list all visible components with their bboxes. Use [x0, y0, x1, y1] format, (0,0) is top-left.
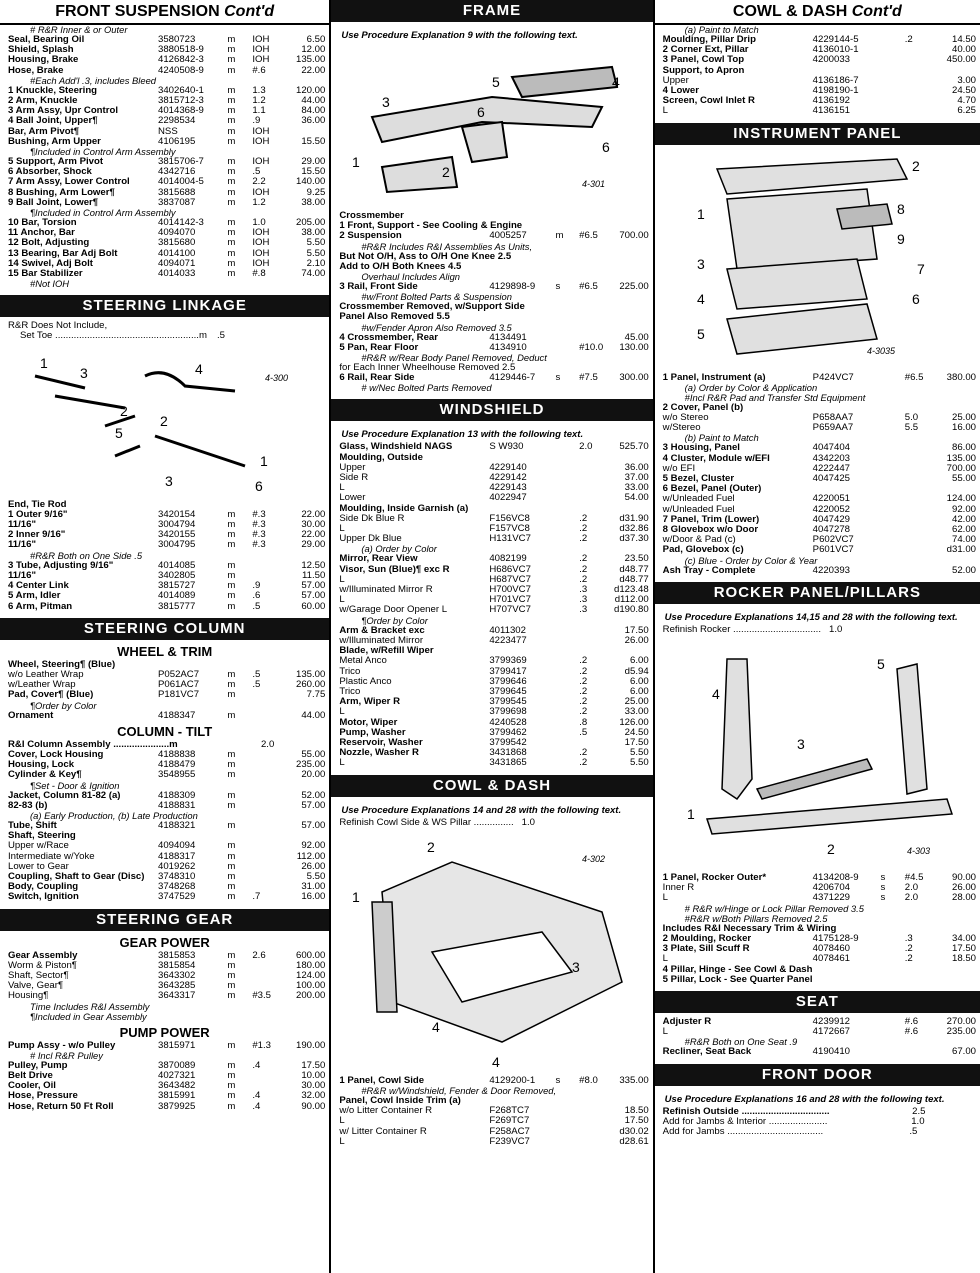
table-row: 8 Glovebox w/o Door 4047278 62.00 — [662, 524, 976, 536]
table-row: w/Garage Door Opener L H707VC7 .3 d190.80 — [339, 604, 649, 616]
table-row: Moulding, Outside — [339, 451, 423, 463]
table-row: Includes R&I Necessary Trim & Wiring — [662, 922, 837, 934]
front-suspension-header: FRONT SUSPENSION Cont'd — [0, 0, 329, 25]
instrument-panel-table — [655, 373, 980, 576]
table-row: Inner R 4206704 s 2.0 26.00 — [662, 882, 976, 894]
svg-text:7: 7 — [917, 260, 926, 277]
table-row: Visor, Sun (Blue)¶ exc R H686VC7 .2 d48.77 — [339, 563, 649, 575]
table-row: Recliner, Seat Back 4190410 67.00 — [662, 1046, 976, 1058]
table-row: 2 Corner Ext, Pillar 4136010-1 40.00 — [662, 44, 976, 56]
svg-text:8: 8 — [897, 200, 906, 217]
cowl-dash-header: COWL & DASH — [331, 775, 652, 797]
table-row: Shaft, Sector¶ 3643302 m 124.00 — [8, 969, 326, 981]
table-row: Plastic Anco 3799646 .2 6.00 — [339, 675, 649, 687]
svg-text:5: 5 — [492, 74, 500, 90]
table-row: w/ Litter Container R F258AC7 d30.02 — [339, 1125, 649, 1137]
cowl-dash-table — [331, 1076, 652, 1147]
frame-header: FRAME — [331, 0, 652, 22]
table-row: Cover, Lock Housing 4188838 m 55.00 — [8, 748, 326, 760]
svg-text:3: 3 — [79, 364, 88, 381]
table-row: L F239VC7 d28.61 — [339, 1135, 649, 1147]
table-row: 1 Knuckle, Steering 3402640-1 m 1.3 120.00 — [8, 84, 326, 96]
table-row: w/o Litter Container R F268TC7 18.50 — [339, 1105, 649, 1117]
table-row: 2 Suspension 4005257 m #6.5 700.00 — [339, 230, 649, 242]
table-row: ¶Included in Gear Assembly — [30, 1010, 147, 1022]
gear-power-table — [0, 951, 329, 1022]
table-row: Refinish Outside ................................. 2.5 — [662, 1105, 926, 1117]
table-row: Cylinder & Key¶ 3548955 m 20.00 — [8, 769, 326, 781]
gear-power-subheader: GEAR POWER — [119, 934, 210, 950]
column-left: FRONT SUSPENSION Cont'd # R&R Inner & or Outer Seal, Bearing Oil 3580723 m IOH 6.50 Shield, Splash 3880518-9 m IOH 12.00 Housing, Brake 4126842-3 m IOH 135.00 Hose, Brake 4240508-9 m #.6 22.00 #Each Add'l .3, includes Bleed 1 Knuckle, Steering 3402640-1 m 1.3 120.00 2 Arm, Knuckle 3815712-3 m 1.2 44.00 3 Arm Assy, Upr Control 4014368-9 m 1.1 84.00 4 Ball Joint, Upper¶ 2298534 m .9 36.00 Bar, Arm Pivot¶ NSS m IOH Bushing, Arm Upper 4106195 m IOH 15.50 ¶Included in Control Arm Assembly 5 Support, Arm Pivot 3815706-7 m IOH 29.00 6 Absorber, Shock 4342716 m .5 15.50 7 Arm Assy, Lower Control 4014004-5 m 2.2 140.00 8 Bushing, Arm Lower¶ 3815688 m IOH 9.25 9 Ball Joint, Lower¶ 3837087 m 1.2 38.00 ¶Included in Control Arm Assembly 10 Bar, Torsion 4014142-3 m 1.0 205.00 11 Anchor, Bar 4094070 m IOH 38.00 12 Bolt, Adjusting 3815680 m IOH 5.50 13 Bearing, Bar Adj Bolt 4014100 m IOH 5.50 14 Swivel, Adj Bolt 4094071 m IOH 2.10 15 Bar Stabilizer 4014033 m #.8 74.00 #Not IOH STEERING LINKAGE R&R Does Not Include, Set Toe ......................................................m .5 1 3 2 4 2 5 3 1 6 4-300 End, Tie Rod 1 Outer 9/16" 3420154 m #.3 22.00 11/16" 3004794 m #.3 30.00 2 Inner 9/16" 3420155 m #.3 22.00 11/16" 3004795 m #.3 29.00 #R&R Both on One Side .5 3 Tube, Adjusting 9/16" 4014085 m 12.50 11/16" 3402805 m 11.50 4 Center Link 3815727 m .9 57.00 5 Arm, Idler 4014089 m .6 57.00 6 Arm, Pitman 3815777 m .5 60.00 STEERING COLUMN WHEEL & TRIM Wheel, Steering¶ (Blue) w/o Leather Wrap P052AC7 m .5 135.00 w/Leather Wrap P061AC7 m .5 260.00 Pad, Cover¶ (Blue) P181VC7 m 7.75 ¶Order by Color Ornament 4188347 m 44.00 COLUMN - TILT R&I Column Assembly .....................m 2.0 Cover, Lock Housing 4188838 m 55.00 Housing, Lock 4188479 m 235.00 Cylinder & Key¶ 3548955 m 20.00 ¶Set - Door & Ignition Jacket, Column 81-82 (a) 4188309 m 52.00 82-83 (b) 4188831 m 57.00 (a) Early Production, (b) Late Production Tube, Shift 4188321 m 57.00 Shaft, Steering Upper w/Race 4094094 m 92.00 Intermediate w/Yoke 4188317 m 112.00 Lower to Gear 4019262 m 26.00 Coupling, Shaft to Gear (Disc) 3748310 m 5.50 Body, Coupling 3748268 m 31.00 Switch, Ignition 3747529 m .7 16.00 STEERING GEAR GEAR POWER Gear Assembly 3815853 m 2.6 600.00 Worm & Piston¶ 3815854 m 180.00 Shaft, Sector¶ 3643302 m 124.00 Valve, Gear¶ 3643285 m 100.00 Housing¶ 3643317 m #3.5 200.00 Time Includes R&I Assembly ¶Included in Gear Assembly PUMP POWER Pump Assy - w/o Pulley 3815971 m #1.3 190.00 # Incl R&R Pulley Pulley, Pump 3870089 m .4 17.50 Belt Drive 4027321 m 10.00 Cooler, Oil 3643482 m 30.00 Hose, Pressure 3815991 m .4 32.00 Hose, Return 50 Ft Roll 3879925 m .4 90.00 — [0, 0, 331, 1273]
table-row: w/Stereo P659AA7 5.5 16.00 — [662, 422, 976, 434]
svg-text:2: 2 — [912, 157, 921, 174]
table-row: Add to O/H Both Knees 4.5 — [339, 260, 462, 272]
svg-text:5: 5 — [877, 656, 886, 673]
table-row: #R&R w/Rear Body Panel Removed, Deduct — [361, 352, 547, 364]
table-row: 11/16" 3402805 m 11.50 — [8, 569, 326, 581]
table-row: #R&R w/Windshield, Fender & Door Removed, — [361, 1084, 557, 1096]
table-row: # Incl R&R Pulley — [30, 1049, 103, 1061]
cowl-dash-cont-table — [655, 25, 980, 117]
table-row: Blade, w/Refill Wiper — [339, 645, 434, 657]
svg-text:6: 6 — [912, 290, 921, 307]
svg-text:1: 1 — [39, 354, 48, 371]
svg-text:4: 4 — [492, 1053, 500, 1070]
instrument-panel-diagram — [667, 149, 967, 369]
table-row: Pad, Glovebox (c) P601VC7 d31.00 — [662, 544, 976, 556]
table-row: Belt Drive 4027321 m 10.00 — [8, 1069, 326, 1081]
table-row: Pad, Cover¶ (Blue) P181VC7 m 7.75 — [8, 689, 326, 701]
svg-text:4: 4 — [712, 686, 721, 703]
table-row: Crossmember — [339, 210, 404, 221]
table-row: L H701VC7 .3 d112.00 — [339, 594, 649, 606]
table-row: Valve, Gear¶ 3643285 m 100.00 — [8, 980, 326, 992]
table-row: Hose, Brake 4240508-9 m #.6 22.00 — [8, 64, 326, 76]
table-row: Hose, Return 50 Ft Roll 3879925 m .4 90.00 — [8, 1100, 326, 1112]
table-row: ¶Set - Door & Ignition — [30, 779, 120, 791]
table-row: w/Leather Wrap P061AC7 m .5 260.00 — [8, 679, 326, 691]
table-row: Moulding, Pillar Drip 4229144-5 .2 14.50 — [662, 34, 976, 45]
table-row: L F157VC8 .2 d32.86 — [339, 523, 649, 535]
rocker-header: ROCKER PANEL/PILLARS — [655, 582, 980, 604]
steering-column-header: STEERING COLUMN — [0, 618, 329, 640]
table-row: Upper 4229140 36.00 — [339, 461, 649, 473]
table-row: 2 Cover, Panel (b) — [662, 401, 744, 413]
table-row: #Each Add'l .3, includes Bleed — [30, 74, 157, 86]
table-row: Seal, Bearing Oil 3580723 m IOH 6.50 — [8, 34, 326, 45]
table-row: Overhaul Includes Align — [361, 271, 460, 283]
table-row: #w/Front Bolted Parts & Suspension — [361, 291, 512, 303]
table-row: End, Tie Rod — [8, 498, 67, 510]
table-row: Lower to Gear 4019262 m 26.00 — [8, 860, 326, 872]
table-row: Ash Tray - Complete 4220393 52.00 — [662, 564, 976, 576]
table-row: #w/Fender Apron Also Removed 3.5 — [361, 321, 512, 333]
column-tilt-table — [0, 740, 329, 903]
table-row: w/Illuminated Mirror 4223477 26.00 — [339, 634, 649, 646]
svg-text:4: 4 — [697, 290, 706, 307]
table-row: Upper w/Race 4094094 m 92.00 — [8, 840, 326, 852]
table-row: Reservoir, Washer 3799542 17.50 — [339, 736, 649, 748]
table-row: Motor, Wiper 4240528 .8 126.00 — [339, 716, 649, 728]
table-row: Side R 4229142 37.00 — [339, 472, 649, 484]
table-row: Trico 3799645 .2 6.00 — [339, 685, 649, 697]
table-row: Trico 3799417 .2 d5.94 — [339, 665, 649, 677]
frame-table — [331, 211, 652, 393]
table-row: Shaft, Steering — [8, 830, 76, 842]
table-row: 13 Bearing, Bar Adj Bolt 4014100 m IOH 5.50 — [8, 247, 326, 259]
svg-text:4-302: 4-302 — [582, 853, 606, 864]
svg-text:6: 6 — [602, 139, 610, 155]
table-row: Bar, Arm Pivot¶ NSS m IOH — [8, 125, 270, 137]
table-row: L 4371229 s 2.0 28.00 — [662, 892, 976, 904]
seat-header: SEAT — [655, 991, 980, 1013]
table-row: Housing, Lock 4188479 m 235.00 — [8, 759, 326, 771]
table-row: 6 Absorber, Shock 4342716 m .5 15.50 — [8, 166, 326, 178]
table-row: ¶Included in Control Arm Assembly — [30, 146, 176, 158]
table-row: Panel Also Removed 5.5 — [339, 311, 450, 323]
windshield-header: WINDSHIELD — [331, 399, 652, 421]
table-row: 12 Bolt, Adjusting 3815680 m IOH 5.50 — [8, 237, 326, 249]
wheel-trim-subheader: WHEEL & TRIM — [117, 643, 213, 659]
table-row: Coupling, Shaft to Gear (Disc) 3748310 m 5.50 — [8, 870, 326, 882]
table-row: w/Unleaded Fuel 4220051 124.00 — [662, 493, 976, 505]
table-row: 6 Rail, Rear Side 4129446-7 s #7.5 300.00 — [339, 372, 649, 384]
table-row: 2 Moulding, Rocker 4175128-9 .3 34.00 — [662, 932, 976, 944]
table-row: 14 Swivel, Adj Bolt 4094071 m IOH 2.10 — [8, 257, 326, 269]
table-row: Mirror, Rear View 4082199 .2 23.50 — [339, 553, 649, 565]
front-suspension-table — [0, 25, 329, 289]
table-row: Side Dk Blue R F156VC8 .2 d31.90 — [339, 512, 649, 524]
table-row: for Each Inner Wheelhouse Removed 2.5 — [339, 362, 516, 374]
svg-text:9: 9 — [897, 230, 906, 247]
table-row: Cooler, Oil 3643482 m 30.00 — [8, 1080, 326, 1092]
table-row: 2 Arm, Knuckle 3815712-3 m 1.2 44.00 — [8, 95, 326, 107]
table-row: 9 Ball Joint, Lower¶ 3837087 m 1.2 38.00 — [8, 196, 326, 208]
svg-text:2: 2 — [427, 838, 435, 855]
table-row: ¶Included in Control Arm Assembly — [30, 207, 176, 219]
column-middle: FRAME Use Procedure Explanation 9 with the following text. 3 5 6 4 6 1 2 4-301 Crossmember 1 Front, Support - See Cooling & Engine 2 Suspension 4005257 m #6.5 700.00 #R&R Includes R&I Assemblies As Units, But Not O/H, Ass to O/H One Knee 2.5 Add to O/H Both Knees 4.5 Overhaul Includes Align 3 Rail, Front Side 4129898-9 s #6.5 225.00 #w/Front Bolted Parts & Suspension Crossmember Removed, w/Support Side Panel Also Removed 5.5 #w/Fender Apron Also Removed 3.5 4 Crossmember, Rear 4134491 45.00 5 Pan, Rear Floor 4134910 #10.0 130.00 #R&R w/Rear Body Panel Removed, Deduct for Each Inner Wheelhouse Removed 2.5 6 Rail, Rear Side 4129446-7 s #7.5 300.00 # w/Nec Bolted Parts Removed WINDSHIELD Use Procedure Explanation 13 with the following text. Glass, Windshield NAGS S W930 2.0 525.70 Moulding, Outside Upper 4229140 36.00 Side R 4229142 37.00 L 4229143 33.00 Lower 4022947 54.00 Moulding, Inside Garnish (a) Side Dk Blue R F156VC8 .2 d31.90 L F157VC8 .2 d32.86 Upper Dk Blue H131VC7 .2 d37.30 (a) Order by Color Mirror, Rear View 4082199 .2 23.50 Visor, Sun (Blue)¶ exc R H686VC7 .2 d48.77 L H687VC7 .2 d48.77 w/Illuminated Mirror R H700VC7 .3 d123.48 L H701VC7 .3 d112.00 w/Garage Door Opener L H707VC7 .3 d190.80 ¶Order by Color Arm & Bracket exc 4011302 17.50 w/Illuminated Mirror 4223477 26.00 Blade, w/Refill Wiper Metal Anco 3799369 .2 6.00 Trico 3799417 .2 d5.94 Plastic Anco 3799646 .2 6.00 Trico 3799645 .2 6.00 Arm, Wiper R 3799545 .2 25.00 L 3799698 .2 33.00 Motor, Wiper 4240528 .8 126.00 Pump, Washer 3799462 .5 24.50 Reservoir, Washer 3799542 17.50 Nozzle, Washer R 3431868 .2 5.50 L 3431865 .2 5.50 COWL & DASH Use Procedure Explanations 14 and 28 with the following text. Refinish Cowl Side & WS Pillar ............... 1.0 2 1 3 4 4 4-302 1 Panel, Cowl Side 4129200-1 s #8.0 335.00 #R&R w/Windshield, Fender & Door Removed, Panel, Cowl Inside Trim (a) w/o Litter Container R F268TC7 18.50 L F269TC7 17.50 w/ Litter Container R F258AC7 d30.02 L F239VC7 d28.61 — [331, 0, 654, 1273]
table-row: Hose, Pressure 3815991 m .4 32.00 — [8, 1090, 326, 1102]
table-row: w/Unleaded Fuel 4220052 92.00 — [662, 503, 976, 515]
table-row: Gear Assembly 3815853 m 2.6 600.00 — [8, 949, 326, 961]
table-row: Wheel, Steering¶ (Blue) — [8, 658, 116, 670]
front-door-table — [655, 1107, 980, 1138]
table-row: Bushing, Arm Upper 4106195 m IOH 15.50 — [8, 135, 326, 147]
table-row: 1 Panel, Cowl Side 4129200-1 s #8.0 335.00 — [339, 1074, 649, 1086]
svg-text:1: 1 — [352, 888, 360, 905]
table-row: 10 Bar, Torsion 4014142-3 m 1.0 205.00 — [8, 217, 326, 229]
svg-text:5: 5 — [697, 325, 706, 342]
table-row: w/Door & Pad (c) P602VC7 74.00 — [662, 534, 976, 546]
table-row: w/o Leather Wrap P052AC7 m .5 135.00 — [8, 668, 326, 680]
table-row: 3 Housing, Panel 4047404 86.00 — [662, 442, 976, 454]
steering-gear-header: STEERING GEAR — [0, 909, 329, 931]
table-row: #Not IOH — [30, 278, 70, 290]
table-row: Nozzle, Washer R 3431868 .2 5.50 — [339, 747, 649, 759]
table-row: Time Includes R&I Assembly — [30, 1000, 150, 1012]
table-row: Housing, Brake 4126842-3 m IOH 135.00 — [8, 54, 326, 66]
svg-text:3: 3 — [697, 255, 706, 272]
table-row: L 4136151 6.25 — [662, 105, 976, 117]
table-row: Add for Jambs & Interior ...................... 1.0 — [662, 1115, 925, 1127]
svg-text:1: 1 — [259, 452, 268, 469]
pump-power-table — [0, 1041, 329, 1112]
table-row: L 4229143 33.00 — [339, 482, 649, 494]
svg-text:5: 5 — [114, 424, 123, 441]
table-row: L 4172667 #.6 235.00 — [662, 1026, 976, 1038]
table-row: Pump, Washer 3799462 .5 24.50 — [339, 726, 649, 738]
table-row: 15 Bar Stabilizer 4014033 m #.8 74.00 — [8, 268, 326, 280]
table-row: Pump Assy - w/o Pulley 3815971 m #1.3 190.00 — [8, 1039, 326, 1051]
table-row: 1 Panel, Rocker Outer* 4134208-9 s #4.5 90.00 — [662, 872, 976, 884]
table-row: w/o Stereo P658AA7 5.0 25.00 — [662, 412, 976, 424]
table-row: Crossmember Removed, w/Support Side — [339, 301, 525, 313]
table-row: Adjuster R 4239912 #.6 270.00 — [662, 1015, 976, 1027]
table-row: L 3431865 .2 5.50 — [339, 757, 649, 769]
table-row: R&I Column Assembly .....................m 2.0 — [8, 738, 275, 750]
table-row: 1 Front, Support - See Cooling & Engine — [339, 220, 523, 232]
steering-linkage-header: STEERING LINKAGE — [0, 295, 329, 317]
table-row: Pulley, Pump 3870089 m .4 17.50 — [8, 1059, 326, 1071]
table-row: 5 Arm, Idler 4014089 m .6 57.00 — [8, 590, 326, 602]
table-row: Glass, Windshield NAGS S W930 2.0 525.70 — [339, 441, 649, 453]
table-row: #R&R Both on One Seat .9 — [684, 1036, 798, 1048]
table-row: (b) Paint to Match — [684, 432, 759, 444]
table-row: Tube, Shift 4188321 m 57.00 — [8, 819, 326, 831]
svg-text:1: 1 — [687, 806, 696, 823]
seat-table — [655, 1017, 980, 1058]
svg-text:2: 2 — [827, 841, 836, 858]
table-row: Metal Anco 3799369 .2 6.00 — [339, 655, 649, 667]
cowl-dash-cont-header: COWL & DASH Cont'd — [655, 0, 980, 25]
svg-text:2: 2 — [119, 402, 128, 419]
table-row: 3 Panel, Cowl Top 4200033 450.00 — [662, 54, 976, 66]
table-row: L 4078461 .2 18.50 — [662, 953, 976, 965]
table-row: 8 Bushing, Arm Lower¶ 3815688 m IOH 9.25 — [8, 186, 326, 198]
table-row: Support, to Apron — [662, 64, 745, 76]
table-row: 1 Outer 9/16" 3420154 m #.3 22.00 — [8, 508, 326, 520]
table-row: #Incl R&R Pad and Transfer Std Equipment — [684, 391, 866, 403]
table-row: Moulding, Inside Garnish (a) — [339, 502, 469, 514]
svg-text:3: 3 — [382, 94, 390, 110]
table-row: Jacket, Column 81-82 (a) 4188309 m 52.00 — [8, 789, 326, 801]
table-row: 11/16" 3004794 m #.3 30.00 — [8, 519, 326, 531]
table-row: Upper Dk Blue H131VC7 .2 d37.30 — [339, 533, 649, 545]
table-row: 6 Arm, Pitman 3815777 m .5 60.00 — [8, 600, 326, 612]
table-row: 4 Pillar, Hinge - See Cowl & Dash — [662, 963, 813, 975]
table-row: 3 Plate, Sill Scuff R 4078460 .2 17.50 — [662, 943, 976, 955]
table-row: 1 Panel, Instrument (a) P424VC7 #6.5 380.00 — [662, 371, 976, 383]
svg-text:4-301: 4-301 — [582, 179, 606, 189]
svg-text:4: 4 — [612, 74, 620, 90]
steering-linkage-table — [0, 500, 329, 612]
table-row: Housing¶ 3643317 m #3.5 200.00 — [8, 990, 326, 1002]
table-row: # R&R w/Hinge or Lock Pillar Removed 3.5 — [684, 902, 864, 914]
svg-text:1: 1 — [697, 205, 706, 222]
rocker-diagram — [667, 639, 967, 869]
table-row: 2 Inner 9/16" 3420155 m #.3 22.00 — [8, 529, 326, 541]
table-row: (a) Order by Color & Application — [684, 381, 818, 393]
table-row: 4 Ball Joint, Upper¶ 2298534 m .9 36.00 — [8, 115, 326, 127]
rocker-table — [655, 873, 980, 985]
table-row: 3 Tube, Adjusting 9/16" 4014085 m 12.50 — [8, 559, 326, 571]
table-row: Intermediate w/Yoke 4188317 m 112.00 — [8, 850, 326, 862]
table-row: #R&R Both on One Side .5 — [30, 549, 143, 561]
table-row: 5 Support, Arm Pivot 3815706-7 m IOH 29.00 — [8, 156, 326, 168]
table-row: 4 Center Link 3815727 m .9 57.00 — [8, 580, 326, 592]
svg-text:4: 4 — [432, 1018, 440, 1035]
table-row: 7 Panel, Trim (Lower) 4047429 42.00 — [662, 513, 976, 525]
table-row: Worm & Piston¶ 3815854 m 180.00 — [8, 959, 326, 971]
column-right: COWL & DASH Cont'd (a) Paint to Match Moulding, Pillar Drip 4229144-5 .2 14.50 2 Corner Ext, Pillar 4136010-1 40.00 3 Panel, Cowl Top 4200033 450.00 Support, to Apron Upper 4136186-7 3.00 4 Lower 4198190-1 24.50 Screen, Cowl Inlet R 4136192 4.70 L 4136151 6.25 INSTRUMENT PANEL 2 1 8 3 9 7 4 6 5 4-3035 1 Panel, Instrument (a) P424VC7 #6.5 380.00 (a) Order by Color & Application #Incl R&R Pad and Transfer Std Equipment 2 Cover, Panel (b) w/o Stereo P658AA7 5.0 25.00 w/Stereo P659AA7 5.5 16.00 (b) Paint to Match 3 Housing, Panel 4047404 86.00 4 Cluster, Module w/EFI 4342203 135.00 w/o EFI 4222447 700.00 5 Bezel, Cluster 4047425 55.00 6 Bezel, Panel (Outer) w/Unleaded Fuel 4220051 124.00 w/Unleaded Fuel 4220052 92.00 7 Panel, Trim (Lower) 4047429 42.00 8 Glovebox w/o Door 4047278 62.00 w/Door & Pad (c) P602VC7 74.00 Pad, Glovebox (c) P601VC7 d31.00 (c) Blue - Order by Color & Year Ash Tray - Complete 4220393 52.00 ROCKER PANEL/PILLARS Use Procedure Explanations 14,15 and 28 with the following text. Refinish Rocker ................................. 1.0 4 5 3 1 2 4-303 1 Panel, Rocker Outer* 4134208-9 s #4.5 90.00 Inner R 4206704 s 2.0 26.00 L 4371229 s 2.0 28.00 # R&R w/Hinge or Lock Pillar Removed 3.5 #R&R w/Both Pillars Removed 2.5 Includes R&I Necessary Trim & Wiring 2 Moulding, Rocker 4175128-9 .3 34.00 3 Plate, Sill Scuff R 4078460 .2 17.50 L 4078461 .2 18.50 4 Pillar, Hinge - See Cowl & Dash 5 Pillar, Lock - See Quarter Panel SEAT Adjuster R 4239912 #.6 270.00 L 4172667 #.6 235.00 #R&R Both on One Seat .9 Recliner, Seat Back 4190410 67.00 FRONT DOOR Use Procedure Explanations 16 and 28 with the following text. Refinish Outside ................................. 2.5 Add for Jambs & Interior ...................... 1.0 Add for Jambs .................................... .5 — [655, 0, 980, 1273]
table-row: 5 Bezel, Cluster 4047425 55.00 — [662, 473, 976, 485]
table-row: ¶Order by Color — [361, 614, 428, 626]
table-row: Shield, Splash 3880518-9 m IOH 12.00 — [8, 44, 326, 56]
pump-power-subheader: PUMP POWER — [119, 1024, 210, 1040]
table-row: 11/16" 3004795 m #.3 29.00 — [8, 539, 326, 551]
table-row: 11 Anchor, Bar 4094070 m IOH 38.00 — [8, 227, 326, 239]
table-row: (c) Blue - Order by Color & Year — [684, 554, 818, 566]
svg-text:2: 2 — [159, 412, 168, 429]
table-row: L 3799698 .2 33.00 — [339, 706, 649, 718]
svg-text:4-300: 4-300 — [264, 372, 288, 383]
table-row: 6 Bezel, Panel (Outer) — [662, 483, 762, 495]
svg-text:4: 4 — [194, 360, 203, 377]
svg-text:4-303: 4-303 — [907, 846, 931, 857]
table-row: #R&R Includes R&I Assemblies As Units, — [361, 240, 533, 252]
table-row: L F269TC7 17.50 — [339, 1115, 649, 1127]
table-row: Arm, Wiper R 3799545 .2 25.00 — [339, 696, 649, 708]
svg-text:3: 3 — [164, 472, 173, 489]
table-row: 82-83 (b) 4188831 m 57.00 — [8, 799, 326, 811]
table-row: w/Illuminated Mirror R H700VC7 .3 d123.48 — [339, 584, 649, 596]
windshield-table — [331, 442, 652, 768]
svg-text:6: 6 — [254, 477, 263, 494]
table-row: (a) Order by Color — [361, 543, 437, 555]
table-row: Panel, Cowl Inside Trim (a) — [339, 1094, 461, 1106]
table-row: But Not O/H, Ass to O/H One Knee 2.5 — [339, 250, 512, 262]
table-row: (a) Early Production, (b) Late Production — [30, 809, 198, 821]
svg-text:2: 2 — [442, 164, 450, 180]
table-row: Body, Coupling 3748268 m 31.00 — [8, 881, 326, 893]
table-row: 3 Rail, Front Side 4129898-9 s #6.5 225.00 — [339, 281, 649, 293]
table-row: Switch, Ignition 3747529 m .7 16.00 — [8, 891, 326, 903]
table-row: 5 Pillar, Lock - See Quarter Panel — [662, 973, 813, 985]
table-row: w/o EFI 4222447 700.00 — [662, 462, 976, 474]
table-row: # R&R Inner & or Outer — [30, 24, 128, 35]
table-row: ¶Order by Color — [30, 699, 97, 711]
table-row: Ornament 4188347 m 44.00 — [8, 709, 326, 721]
table-row: 4 Cluster, Module w/EFI 4342203 135.00 — [662, 452, 976, 464]
svg-text:3: 3 — [797, 736, 806, 753]
svg-text:1: 1 — [352, 154, 360, 170]
svg-text:6: 6 — [477, 104, 485, 120]
table-row: Arm & Bracket exc 4011302 17.50 — [339, 624, 649, 636]
steering-linkage-diagram — [15, 346, 315, 496]
table-row: 3 Arm Assy, Upr Control 4014368-9 m 1.1 84.00 — [8, 105, 326, 117]
table-row: 5 Pan, Rear Floor 4134910 #10.0 130.00 — [339, 341, 649, 353]
table-row: 4 Lower 4198190-1 24.50 — [662, 85, 976, 97]
table-row: Lower 4022947 54.00 — [339, 492, 649, 504]
svg-text:3: 3 — [572, 958, 580, 975]
table-row: #R&R w/Both Pillars Removed 2.5 — [684, 912, 828, 924]
frame-diagram — [342, 47, 642, 207]
table-row: # w/Nec Bolted Parts Removed — [361, 382, 492, 394]
table-row: Add for Jambs .................................... .5 — [662, 1125, 918, 1137]
front-door-header: FRONT DOOR — [655, 1064, 980, 1086]
table-row: 4 Crossmember, Rear 4134491 45.00 — [339, 331, 649, 343]
instrument-panel-header: INSTRUMENT PANEL — [655, 123, 980, 145]
cowl-diagram — [342, 832, 642, 1072]
table-row: (a) Paint to Match — [684, 24, 759, 35]
svg-text:4-3035: 4-3035 — [867, 345, 896, 356]
wheel-trim-table — [0, 660, 329, 721]
table-row: Screen, Cowl Inlet R 4136192 4.70 — [662, 95, 976, 107]
table-row: 7 Arm Assy, Lower Control 4014004-5 m 2.2 140.00 — [8, 176, 326, 188]
table-row: L H687VC7 .2 d48.77 — [339, 573, 649, 585]
column-tilt-subheader: COLUMN - TILT — [117, 723, 213, 739]
table-row: Upper 4136186-7 3.00 — [662, 74, 976, 86]
